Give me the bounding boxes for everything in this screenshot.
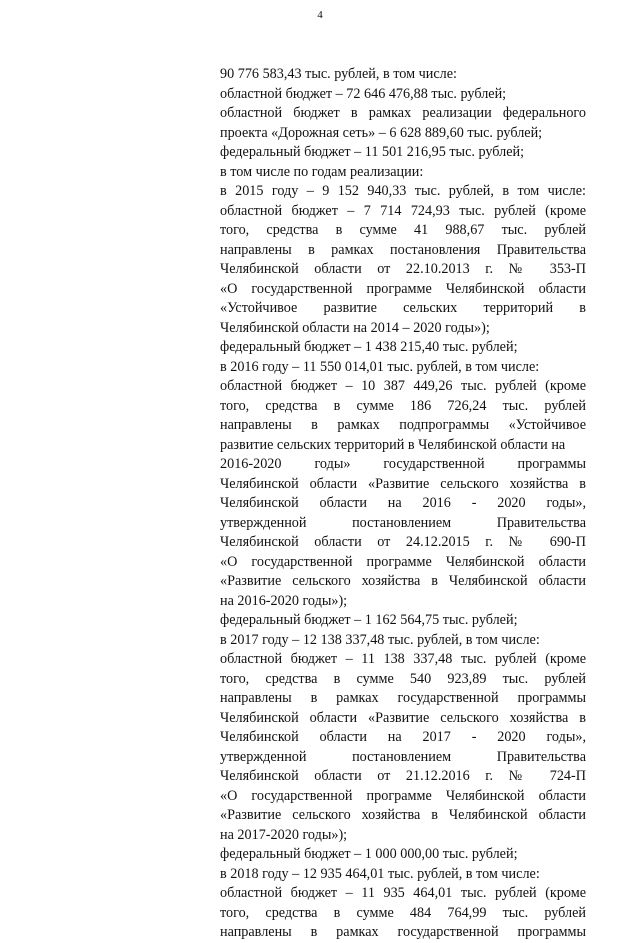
text-line: направлены в рамках подпрограммы «Устойчивое <box>220 417 586 433</box>
text-line: Челябинской области «Развитие сельского хозяйства в <box>220 709 586 726</box>
text-line: Челябинской области на 2014 – 2020 годы»); <box>220 319 490 336</box>
text-line: «Устойчивое развитие сельских территорий в <box>220 300 586 316</box>
text-line: в 2015 году – 9 152 940,33 тыс. рублей, в том числе: <box>220 183 586 199</box>
text-line: областной бюджет – 72 646 476,88 тыс. рублей; <box>220 85 507 102</box>
text-line: областной бюджет – 11 138 337,48 тыс. рублей (кроме <box>220 651 586 667</box>
text-line: того, средства в сумме 540 923,89 тыс. рублей <box>220 670 586 687</box>
text-line: федеральный бюджет – 11 501 216,95 тыс. рублей; <box>220 144 525 160</box>
text-line: «Развитие сельского хозяйства в Челябинской области <box>220 573 586 589</box>
text-line: 2016-2020 годы» государственной программы <box>220 456 586 472</box>
text-line: развитие сельских территорий в Челябинской области на <box>220 436 566 453</box>
text-line: «О государственной программе Челябинской области <box>220 787 586 804</box>
text-line: направлены в рамках постановления Правительства <box>220 241 586 258</box>
text-line: в том числе по годам реализации: <box>220 163 424 180</box>
text-line: того, средства в сумме 41 988,67 тыс. рублей <box>220 222 586 238</box>
text-line: федеральный бюджет – 1 438 215,40 тыс. рублей; <box>220 339 518 355</box>
text-line: проекта «Дорожная сеть» – 6 628 889,60 тыс. рублей; <box>220 124 543 141</box>
text-line: на 2017-2020 годы»); <box>220 826 348 843</box>
text-line: областной бюджет – 11 935 464,01 тыс. рублей (кроме <box>220 885 586 901</box>
document-body-text <box>220 65 586 943</box>
text-line: Челябинской области на 2016 - 2020 годы», <box>220 495 586 511</box>
text-line: Челябинской области от 22.10.2013 г. № 353-П <box>220 261 586 277</box>
text-line: федеральный бюджет – 1 162 564,75 тыс. рублей; <box>220 612 518 628</box>
text-line: утвержденной постановлением Правительства <box>220 514 586 531</box>
text-line: областной бюджет – 10 387 449,26 тыс. рублей (кроме <box>220 378 586 394</box>
text-line: того, средства в сумме 484 764,99 тыс. рублей <box>220 904 586 921</box>
text-line: Челябинской области на 2017 - 2020 годы», <box>220 729 586 745</box>
text-line: Челябинской области «Развитие сельского хозяйства в <box>220 475 586 492</box>
text-line: на 2016-2020 годы»); <box>220 592 348 609</box>
text-line: «О государственной программе Челябинской области <box>220 553 586 570</box>
text-line: направлены в рамках государственной программы <box>220 924 586 940</box>
text-line: Челябинской области от 24.12.2015 г. № 690-П <box>220 534 586 550</box>
text-line: утвержденной постановлением Правительства <box>220 748 586 765</box>
text-line: «О государственной программе Челябинской области <box>220 280 586 297</box>
text-line: областной бюджет в рамках реализации федерального <box>220 105 586 121</box>
text-line: в 2016 году – 11 550 014,01 тыс. рублей, в том числе: <box>220 358 540 375</box>
text-line: в 2018 году – 12 935 464,01 тыс. рублей, в том числе: <box>220 865 540 882</box>
text-line: федеральный бюджет – 1 000 000,00 тыс. рублей; <box>220 846 518 862</box>
text-line: «Развитие сельского хозяйства в Челябинской области <box>220 807 586 823</box>
text-line: 90 776 583,43 тыс. рублей, в том числе: <box>220 66 457 82</box>
page-number: 4 <box>317 9 323 21</box>
text-line: Челябинской области от 21.12.2016 г. № 724-П <box>220 768 586 784</box>
text-line: в 2017 году – 12 138 337,48 тыс. рублей, в том числе: <box>220 631 540 648</box>
text-line: областной бюджет – 7 714 724,93 тыс. рублей (кроме <box>220 202 586 219</box>
text-line: направлены в рамках государственной программы <box>220 690 586 706</box>
text-line: того, средства в сумме 186 726,24 тыс. рублей <box>220 397 586 414</box>
